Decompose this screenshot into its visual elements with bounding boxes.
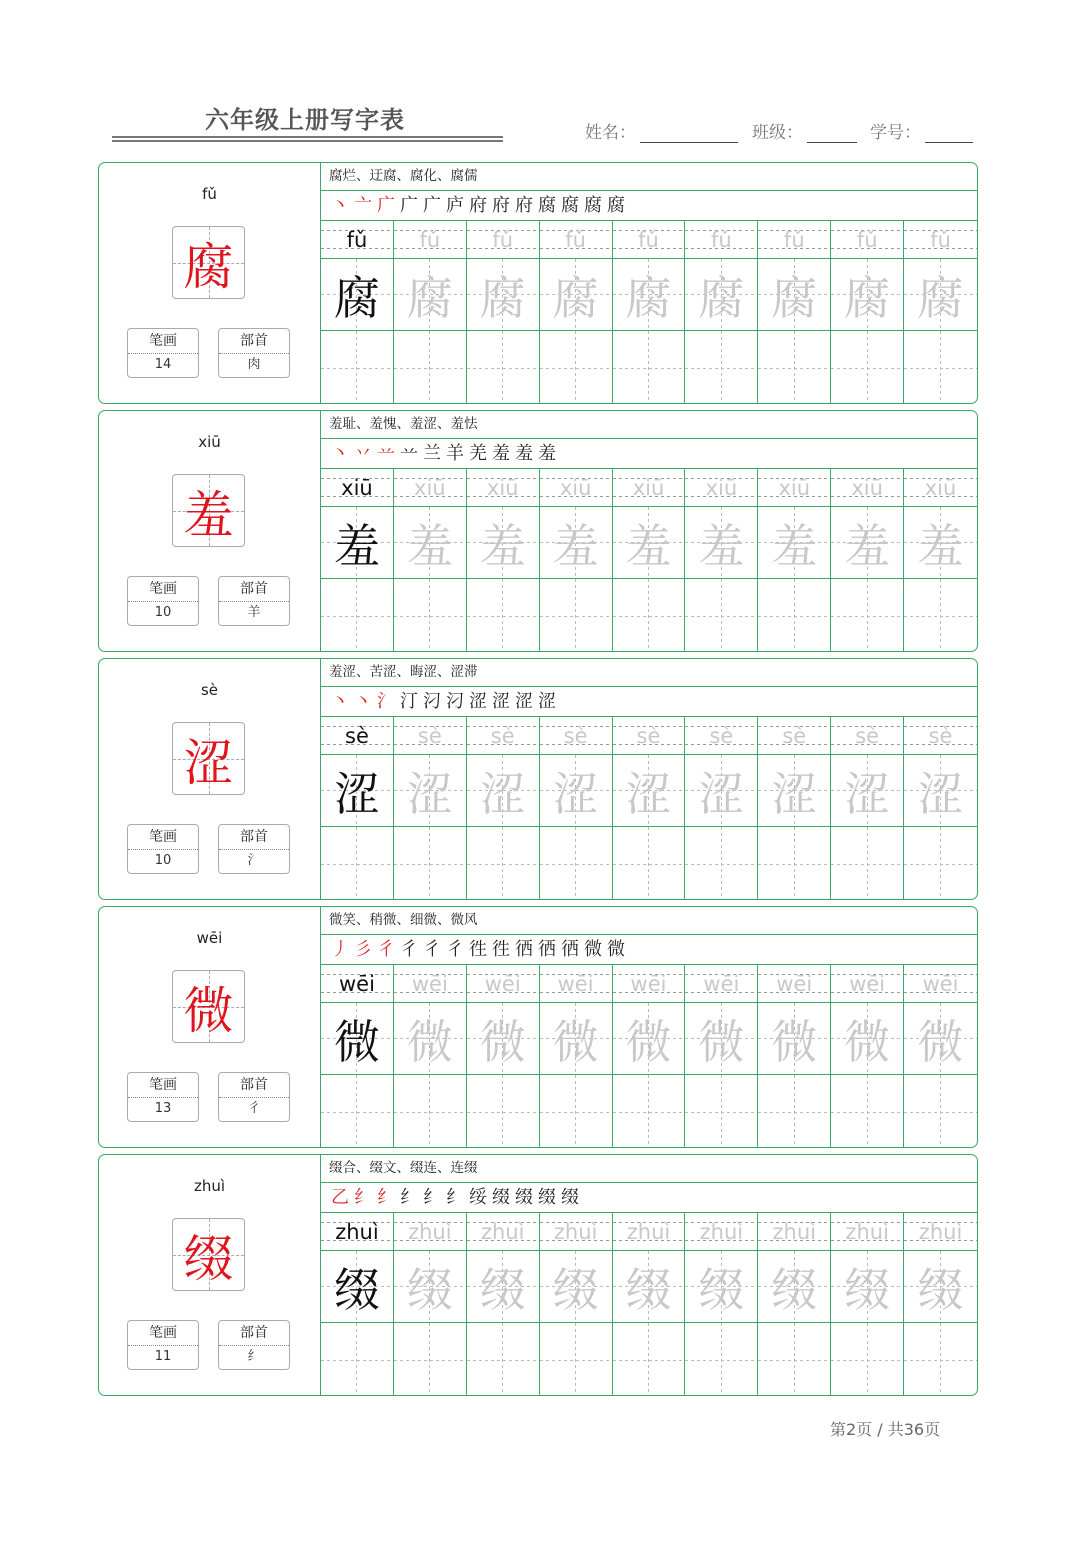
stroke-step: 缀 — [492, 1187, 512, 1208]
stroke-step: 徆 — [515, 939, 535, 960]
pinyin-trace-cell[interactable]: zhuì — [758, 1213, 831, 1250]
blank-writing-cell[interactable] — [758, 579, 831, 652]
character-trace-row — [321, 755, 977, 827]
blank-writing-cell[interactable] — [467, 331, 540, 404]
stroke-count-box-value: 13 — [154, 1101, 172, 1116]
character-display-box — [172, 1218, 245, 1291]
blank-writing-cell[interactable] — [758, 1323, 831, 1396]
stroke-step: 羞 — [538, 443, 558, 464]
character-trace-cell[interactable]: 缀 — [394, 1251, 467, 1322]
practice-panel — [321, 659, 977, 899]
blank-practice-row — [321, 1323, 977, 1396]
stroke-step: 丶 — [354, 691, 374, 712]
pinyin-trace-cell[interactable]: sè — [467, 717, 540, 754]
character-trace-cell[interactable]: 微 — [685, 1003, 758, 1074]
character-trace-cell[interactable]: 腐 — [831, 259, 904, 330]
blank-writing-cell[interactable] — [904, 1323, 977, 1396]
blank-writing-cell[interactable] — [904, 827, 977, 900]
stroke-count-box-value: 14 — [154, 357, 172, 372]
stroke-order-row — [321, 191, 977, 221]
character-trace-cell[interactable]: 微 — [540, 1003, 613, 1074]
stroke-step: 府 — [469, 195, 489, 216]
pinyin-trace-cell[interactable]: zhuì — [540, 1213, 613, 1250]
class-line[interactable] — [807, 123, 857, 143]
stroke-step: 广 — [423, 195, 443, 216]
character-pinyin: wēi — [196, 929, 223, 947]
blank-writing-cell[interactable] — [685, 827, 758, 900]
character-trace-cell[interactable]: 涩 — [831, 755, 904, 826]
blank-writing-cell[interactable] — [904, 1075, 977, 1148]
pinyin-practice-row — [321, 717, 977, 755]
stroke-step: 兰 — [423, 443, 443, 464]
blank-writing-cell[interactable] — [540, 1323, 613, 1396]
character-trace-cell[interactable]: 微 — [831, 1003, 904, 1074]
character-trace-cell[interactable]: 涩 — [685, 755, 758, 826]
pinyin-model-cell[interactable]: wēi — [321, 965, 394, 1002]
blank-writing-cell[interactable] — [685, 1075, 758, 1148]
radical-box — [218, 328, 290, 378]
character-trace-row — [321, 1003, 977, 1075]
character-info-panel — [99, 659, 321, 899]
blank-writing-cell[interactable] — [758, 1075, 831, 1148]
radical-box — [218, 1320, 290, 1370]
character-trace-cell[interactable]: 缀 — [758, 1251, 831, 1322]
character-trace-cell[interactable]: 涩 — [540, 755, 613, 826]
stroke-step: 广 — [377, 195, 397, 216]
radical-box-value: 肉 — [247, 357, 261, 372]
character-block — [98, 410, 978, 652]
stroke-step: 腐 — [561, 195, 581, 216]
radical-box-value: 羊 — [247, 605, 261, 620]
blank-writing-cell[interactable] — [685, 1323, 758, 1396]
blank-writing-cell[interactable] — [540, 331, 613, 404]
blank-writing-cell[interactable] — [904, 579, 977, 652]
character-info-panel — [99, 411, 321, 651]
stroke-step: 丶 — [331, 443, 351, 464]
pinyin-trace-cell[interactable]: zhuì — [904, 1213, 977, 1250]
pinyin-trace-cell[interactable]: zhuì — [685, 1213, 758, 1250]
stroke-step: 丿 — [331, 939, 351, 960]
blank-writing-cell[interactable] — [685, 331, 758, 404]
blank-writing-cell[interactable] — [540, 579, 613, 652]
stroke-step: 徃 — [492, 939, 512, 960]
pinyin-model-cell[interactable]: fǔ — [321, 221, 394, 258]
stroke-order-row — [321, 1183, 977, 1213]
blank-writing-cell[interactable] — [831, 827, 904, 900]
blank-writing-cell[interactable] — [321, 1075, 394, 1148]
pinyin-trace-cell[interactable]: fǔ — [831, 221, 904, 258]
pinyin-trace-cell[interactable]: wēi — [758, 965, 831, 1002]
stroke-step: 䒑 — [400, 443, 420, 464]
pinyin-trace-cell[interactable]: fǔ — [685, 221, 758, 258]
pinyin-trace-cell[interactable]: xiū — [467, 469, 540, 506]
blank-writing-cell[interactable] — [904, 331, 977, 404]
pinyin-trace-cell[interactable]: xiū — [758, 469, 831, 506]
blank-writing-cell[interactable] — [467, 1323, 540, 1396]
character-glyph: 羞 — [183, 485, 234, 544]
character-glyph: 微 — [183, 981, 234, 1040]
blank-writing-cell[interactable] — [831, 579, 904, 652]
stroke-step: 丶 — [331, 195, 351, 216]
blank-writing-cell[interactable] — [394, 1323, 467, 1396]
stroke-count-box-label: 笔画 — [128, 1321, 198, 1346]
pinyin-trace-cell[interactable]: zhuì — [394, 1213, 467, 1250]
blank-writing-cell[interactable] — [394, 827, 467, 900]
stroke-count-box-label: 笔画 — [128, 329, 198, 354]
character-block — [98, 162, 978, 404]
stroke-step: 广 — [400, 195, 420, 216]
pinyin-trace-cell[interactable]: xiū — [540, 469, 613, 506]
pinyin-model-cell[interactable]: sè — [321, 717, 394, 754]
character-trace-cell[interactable]: 涩 — [613, 755, 686, 826]
stroke-count-box — [127, 576, 199, 626]
character-model-cell[interactable]: 羞 — [321, 507, 394, 578]
page-title: 六年级上册写字表 — [205, 106, 405, 134]
stroke-count-box-value: 11 — [154, 1349, 172, 1364]
pinyin-trace-cell[interactable]: zhuì — [831, 1213, 904, 1250]
blank-writing-cell[interactable] — [394, 1075, 467, 1148]
class-label: 班级： — [752, 123, 803, 143]
character-trace-cell[interactable]: 缀 — [685, 1251, 758, 1322]
character-info-panel — [99, 1155, 321, 1395]
pinyin-trace-cell[interactable]: wēi — [394, 965, 467, 1002]
pinyin-trace-cell[interactable]: sè — [685, 717, 758, 754]
pinyin-trace-cell[interactable]: wēi — [685, 965, 758, 1002]
blank-writing-cell[interactable] — [758, 331, 831, 404]
stroke-step: 腐 — [584, 195, 604, 216]
stroke-step: 纟 — [400, 1187, 420, 1208]
stroke-count-box — [127, 824, 199, 874]
pinyin-trace-cell[interactable]: fǔ — [613, 221, 686, 258]
example-words: 腐烂、迂腐、腐化、腐儒 — [321, 163, 977, 191]
character-pinyin: fǔ — [202, 185, 217, 203]
blank-practice-row — [321, 827, 977, 900]
stroke-count-box-value: 10 — [154, 605, 172, 620]
character-trace-cell[interactable]: 腐 — [394, 259, 467, 330]
pinyin-practice-row — [321, 1213, 977, 1251]
character-trace-cell[interactable]: 微 — [613, 1003, 686, 1074]
stroke-step: 彳 — [423, 939, 443, 960]
pinyin-trace-cell[interactable]: fǔ — [467, 221, 540, 258]
character-block — [98, 658, 978, 900]
stroke-count-box-label: 笔画 — [128, 825, 198, 850]
character-model-cell[interactable]: 微 — [321, 1003, 394, 1074]
example-words: 微笑、稍微、细微、微风 — [321, 907, 977, 935]
character-trace-cell[interactable]: 羞 — [394, 507, 467, 578]
stroke-step: 涩 — [492, 691, 512, 712]
pinyin-trace-cell[interactable]: fǔ — [758, 221, 831, 258]
character-trace-cell[interactable]: 羞 — [467, 507, 540, 578]
id-label: 学号： — [870, 123, 921, 143]
example-words: 缀合、缀文、缀连、连缀 — [321, 1155, 977, 1183]
blank-writing-cell[interactable] — [321, 331, 394, 404]
character-trace-cell[interactable]: 缀 — [904, 1251, 977, 1322]
stroke-step: 丷 — [354, 443, 374, 464]
id-line[interactable] — [925, 123, 973, 143]
character-trace-cell[interactable]: 羞 — [758, 507, 831, 578]
character-info-panel — [99, 163, 321, 403]
stroke-step: 䒑 — [377, 443, 397, 464]
blank-practice-row — [321, 579, 977, 652]
radical-box-label: 部首 — [219, 1073, 289, 1098]
stroke-step: 羌 — [469, 443, 489, 464]
pinyin-practice-row — [321, 965, 977, 1003]
pinyin-trace-cell[interactable]: xiū — [831, 469, 904, 506]
character-trace-cell[interactable]: 羞 — [685, 507, 758, 578]
stroke-step: 汈 — [446, 691, 466, 712]
pinyin-trace-cell[interactable]: fǔ — [540, 221, 613, 258]
stroke-step: 涩 — [538, 691, 558, 712]
blank-writing-cell[interactable] — [685, 579, 758, 652]
character-trace-row — [321, 507, 977, 579]
character-trace-cell[interactable]: 微 — [394, 1003, 467, 1074]
blank-writing-cell[interactable] — [831, 1323, 904, 1396]
practice-panel — [321, 411, 977, 651]
pinyin-trace-cell[interactable]: wēi — [467, 965, 540, 1002]
stroke-step: 涩 — [469, 691, 489, 712]
character-glyph: 涩 — [183, 733, 234, 792]
pinyin-trace-cell[interactable]: sè — [758, 717, 831, 754]
character-block — [98, 1154, 978, 1396]
stroke-step: 纟 — [446, 1187, 466, 1208]
character-trace-cell[interactable]: 涩 — [394, 755, 467, 826]
stroke-step: 亠 — [354, 195, 374, 216]
example-words: 羞涩、苦涩、晦涩、涩滞 — [321, 659, 977, 687]
stroke-step: 府 — [515, 195, 535, 216]
character-block — [98, 906, 978, 1148]
character-trace-cell[interactable]: 腐 — [467, 259, 540, 330]
pinyin-trace-cell[interactable]: wēi — [613, 965, 686, 1002]
character-trace-cell[interactable]: 涩 — [467, 755, 540, 826]
pinyin-trace-cell[interactable]: sè — [540, 717, 613, 754]
blank-writing-cell[interactable] — [467, 579, 540, 652]
pinyin-trace-cell[interactable]: xiū — [685, 469, 758, 506]
radical-box-value: 彳 — [247, 1101, 261, 1116]
blank-writing-cell[interactable] — [831, 1075, 904, 1148]
stroke-step: 汀 — [400, 691, 420, 712]
pinyin-trace-cell[interactable]: xiū — [904, 469, 977, 506]
character-trace-cell[interactable]: 微 — [758, 1003, 831, 1074]
name-line[interactable] — [640, 123, 738, 143]
stroke-step: 彳 — [446, 939, 466, 960]
pinyin-trace-cell[interactable]: sè — [613, 717, 686, 754]
stroke-step: 纟 — [354, 1187, 374, 1208]
stroke-step: 微 — [607, 939, 627, 960]
stroke-order-row — [321, 439, 977, 469]
pinyin-trace-cell[interactable]: wēi — [904, 965, 977, 1002]
blank-writing-cell[interactable] — [394, 331, 467, 404]
blank-writing-cell[interactable] — [613, 1323, 686, 1396]
blank-writing-cell[interactable] — [613, 331, 686, 404]
radical-box-label: 部首 — [219, 825, 289, 850]
stroke-order-row — [321, 687, 977, 717]
character-model-cell[interactable]: 涩 — [321, 755, 394, 826]
character-trace-cell[interactable]: 羞 — [831, 507, 904, 578]
character-pinyin: zhuì — [193, 1177, 226, 1195]
stroke-step: 彡 — [354, 939, 374, 960]
stroke-count-box-value: 10 — [154, 853, 172, 868]
stroke-step: 彳 — [377, 939, 397, 960]
blank-writing-cell[interactable] — [758, 827, 831, 900]
character-glyph: 腐 — [183, 237, 234, 296]
blank-writing-cell[interactable] — [321, 827, 394, 900]
pinyin-trace-cell[interactable]: wēi — [540, 965, 613, 1002]
blank-writing-cell[interactable] — [321, 1323, 394, 1396]
stroke-step: 徃 — [469, 939, 489, 960]
radical-box-label: 部首 — [219, 577, 289, 602]
title-underline — [112, 136, 503, 142]
pinyin-trace-cell[interactable]: fǔ — [904, 221, 977, 258]
stroke-step: 乙 — [331, 1187, 351, 1208]
pinyin-trace-cell[interactable]: sè — [904, 717, 977, 754]
blank-practice-row — [321, 331, 977, 404]
stroke-step: 纟 — [423, 1187, 443, 1208]
practice-panel — [321, 1155, 977, 1395]
character-trace-cell[interactable]: 缀 — [831, 1251, 904, 1322]
character-trace-cell[interactable]: 缀 — [613, 1251, 686, 1322]
character-trace-cell[interactable]: 腐 — [685, 259, 758, 330]
stroke-count-box-label: 笔画 — [128, 1073, 198, 1098]
character-trace-cell[interactable]: 涩 — [904, 755, 977, 826]
character-trace-cell[interactable]: 腐 — [613, 259, 686, 330]
character-display-box — [172, 970, 245, 1043]
blank-writing-cell[interactable] — [394, 579, 467, 652]
character-glyph: 缀 — [183, 1229, 234, 1288]
radical-box — [218, 576, 290, 626]
blank-writing-cell[interactable] — [613, 827, 686, 900]
stroke-step: 徆 — [538, 939, 558, 960]
stroke-step: 微 — [584, 939, 604, 960]
pinyin-trace-cell[interactable]: wēi — [831, 965, 904, 1002]
pinyin-trace-cell[interactable]: sè — [831, 717, 904, 754]
pinyin-model-cell[interactable]: xiū — [321, 469, 394, 506]
character-trace-cell[interactable]: 缀 — [540, 1251, 613, 1322]
character-trace-row — [321, 1251, 977, 1323]
blank-writing-cell[interactable] — [613, 1075, 686, 1148]
pinyin-model-cell[interactable]: zhuì — [321, 1213, 394, 1250]
blank-writing-cell[interactable] — [540, 1075, 613, 1148]
stroke-order-row — [321, 935, 977, 965]
pinyin-trace-cell[interactable]: xiū — [613, 469, 686, 506]
stroke-step: 氵 — [377, 691, 397, 712]
character-model-cell[interactable]: 腐 — [321, 259, 394, 330]
stroke-step: 丶 — [331, 691, 351, 712]
stroke-count-box — [127, 1072, 199, 1122]
practice-panel — [321, 163, 977, 403]
stroke-step: 庐 — [446, 195, 466, 216]
pinyin-trace-cell[interactable]: zhuì — [613, 1213, 686, 1250]
practice-panel — [321, 907, 977, 1147]
character-trace-cell[interactable]: 腐 — [540, 259, 613, 330]
radical-box — [218, 1072, 290, 1122]
name-field[interactable] — [585, 118, 738, 143]
character-display-box — [172, 226, 245, 299]
stroke-count-box — [127, 328, 199, 378]
blank-writing-cell[interactable] — [467, 1075, 540, 1148]
stroke-step: 缀 — [538, 1187, 558, 1208]
page-number: 第2页 / 共36页 — [830, 1420, 941, 1439]
blank-writing-cell[interactable] — [831, 331, 904, 404]
stroke-step: 腐 — [538, 195, 558, 216]
character-trace-cell[interactable]: 微 — [904, 1003, 977, 1074]
character-pinyin: xiū — [198, 433, 221, 451]
pinyin-trace-cell[interactable]: sè — [394, 717, 467, 754]
character-info-panel — [99, 907, 321, 1147]
stroke-step: 腐 — [607, 195, 627, 216]
blank-writing-cell[interactable] — [540, 827, 613, 900]
character-trace-cell[interactable]: 腐 — [904, 259, 977, 330]
stroke-step: 府 — [492, 195, 512, 216]
stroke-step: 绥 — [469, 1187, 489, 1208]
blank-practice-row — [321, 1075, 977, 1148]
stroke-step: 徆 — [561, 939, 581, 960]
character-display-box — [172, 722, 245, 795]
character-trace-cell[interactable]: 涩 — [758, 755, 831, 826]
character-pinyin: sè — [200, 681, 219, 699]
stroke-step: 缀 — [515, 1187, 535, 1208]
pinyin-practice-row — [321, 469, 977, 507]
id-field[interactable] — [870, 118, 973, 143]
radical-box-label: 部首 — [219, 329, 289, 354]
stroke-step: 羊 — [446, 443, 466, 464]
stroke-step: 汈 — [423, 691, 443, 712]
character-trace-cell[interactable]: 缀 — [467, 1251, 540, 1322]
radical-box — [218, 824, 290, 874]
character-trace-cell[interactable]: 羞 — [613, 507, 686, 578]
name-label: 姓名： — [585, 123, 636, 143]
stroke-step: 缀 — [561, 1187, 581, 1208]
character-model-cell[interactable]: 缀 — [321, 1251, 394, 1322]
blank-writing-cell[interactable] — [321, 579, 394, 652]
character-trace-cell[interactable]: 腐 — [758, 259, 831, 330]
example-words: 羞耻、羞愧、羞涩、羞怯 — [321, 411, 977, 439]
radical-box-value: 氵 — [247, 853, 261, 868]
pinyin-trace-cell[interactable]: xiū — [394, 469, 467, 506]
character-trace-cell[interactable]: 羞 — [904, 507, 977, 578]
stroke-count-box — [127, 1320, 199, 1370]
stroke-step: 涩 — [515, 691, 535, 712]
blank-writing-cell[interactable] — [467, 827, 540, 900]
character-trace-cell[interactable]: 微 — [467, 1003, 540, 1074]
pinyin-trace-cell[interactable]: zhuì — [467, 1213, 540, 1250]
character-trace-row — [321, 259, 977, 331]
stroke-step: 羞 — [492, 443, 512, 464]
pinyin-trace-cell[interactable]: fǔ — [394, 221, 467, 258]
class-field[interactable] — [752, 118, 857, 143]
radical-box-value: 纟 — [247, 1349, 261, 1364]
pinyin-practice-row — [321, 221, 977, 259]
stroke-count-box-label: 笔画 — [128, 577, 198, 602]
blank-writing-cell[interactable] — [613, 579, 686, 652]
radical-box-label: 部首 — [219, 1321, 289, 1346]
character-display-box — [172, 474, 245, 547]
stroke-step: 纟 — [377, 1187, 397, 1208]
stroke-step: 彳 — [400, 939, 420, 960]
stroke-step: 羞 — [515, 443, 535, 464]
character-trace-cell[interactable]: 羞 — [540, 507, 613, 578]
